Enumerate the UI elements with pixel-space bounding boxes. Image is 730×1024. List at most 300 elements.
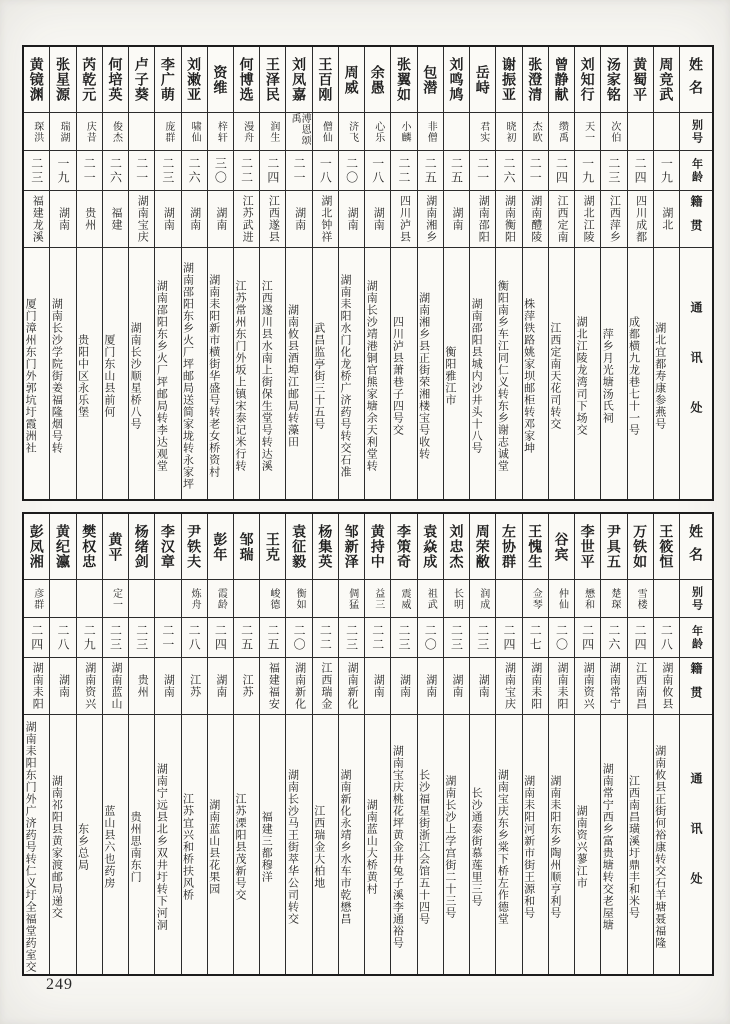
person-alias-cell [260,579,285,617]
person-alias: 天一 [582,120,594,143]
person-name-cell [208,514,233,579]
person-native-cell [654,657,679,714]
person-alias-cell [24,112,49,150]
person-native: 湖南 [451,207,463,231]
person-alias-cell [208,579,233,617]
person-column [390,514,416,974]
person-column [181,47,207,499]
person-native-cell [155,657,180,714]
person-age: 二八 [55,623,70,652]
person-native: 湖南湘乡 [424,195,437,243]
person-age: 二二 [397,156,412,185]
person-alias-cell [470,112,495,150]
person-column [285,514,311,974]
person-name: 黄平 [107,531,124,562]
person-address: 湖南耒阳东门外广济药号转仁义圩全福堂药室交 [24,721,37,973]
person-alias-cell [155,112,180,150]
person-age-cell [654,617,679,657]
person-age: 二二 [318,623,333,652]
person-native-cell [575,190,600,247]
person-age: 一九 [659,156,674,185]
person-age: 二六 [606,623,621,652]
person-alias: 瑞湖 [57,120,69,143]
person-name-cell [418,47,443,112]
person-alias-cell [523,112,548,150]
person-alias: 倜猛 [346,587,358,610]
person-age-cell [77,150,102,190]
person-age: 二三 [606,156,621,185]
person-alias: 缵禹 [556,120,568,143]
person-name-cell [575,514,600,579]
header-age-cell [680,617,712,657]
person-address-cell [654,247,679,499]
person-age: 二六 [108,156,123,185]
person-age-cell [313,150,338,190]
person-age-cell [313,617,338,657]
person-age-cell [418,150,443,190]
person-age: 二三 [160,156,175,185]
person-alias: 峻德 [267,587,279,610]
person-alias-cell [234,579,259,617]
person-address-cell [418,714,443,974]
person-native: 湖南 [57,674,70,698]
person-native: 湖南蓝山 [109,662,122,710]
person-column [653,514,679,974]
person-age: 二三 [29,156,44,185]
person-column [653,47,679,499]
person-alias: 次伯 [608,120,620,143]
person-age-cell [496,617,521,657]
person-native-cell [129,657,154,714]
person-age: 二四 [29,623,44,652]
person-address-cell [575,247,600,499]
person-age-cell [155,617,180,657]
person-address: 江苏常州东门外坂上镇宋泰记米行转 [234,280,247,472]
person-name-cell [24,514,49,579]
person-age-cell [470,617,495,657]
person-address-cell [391,714,416,974]
person-native: 湖南邵阳 [477,195,490,243]
person-alias: 僧仙 [320,120,332,143]
person-address-cell [549,714,574,974]
person-native-cell [496,190,521,247]
person-column [259,47,285,499]
person-native-cell [418,657,443,714]
person-age: 二五 [423,156,438,185]
person-native: 湖南新化 [293,662,306,710]
person-age: 二一 [292,156,307,185]
person-address: 株萍铁路姚家坝邮柜转邓家坤 [522,298,535,454]
person-address-cell [496,714,521,974]
person-column [76,514,102,974]
person-address-cell [313,247,338,499]
person-address: 贵阳中区永乐堡 [76,334,89,418]
person-name-cell [444,514,469,579]
person-name: 杨绪剑 [133,524,150,569]
person-native-cell [103,190,128,247]
person-age: 二九 [82,623,97,652]
person-native: 湖南 [372,674,385,698]
person-alias: 佥琴 [530,587,542,610]
person-address-cell [234,247,259,499]
person-name: 万铁如 [632,524,649,569]
person-alias-cell [575,579,600,617]
person-native-cell [50,657,75,714]
person-address-cell [654,714,679,974]
person-name-cell [234,47,259,112]
person-alias-cell [391,112,416,150]
person-native: 湖南 [477,674,490,698]
person-name: 刘鸣鸠 [448,57,465,102]
person-column [49,47,75,499]
person-native-cell [260,190,285,247]
person-age-cell [24,617,49,657]
person-name: 左协群 [500,524,517,569]
person-age-cell [234,150,259,190]
header-native-cell [680,657,712,714]
person-column [443,47,469,499]
person-alias-cell [654,579,679,617]
person-native-cell [628,190,653,247]
person-native-cell [470,190,495,247]
person-name-cell [234,514,259,579]
person-address-cell [182,714,207,974]
person-alias-cell [391,579,416,617]
person-alias: 俊杰 [110,120,122,143]
person-age-cell [654,150,679,190]
person-alias: 非僧 [425,120,437,143]
person-address: 湖南耒阳河新市街王源和号 [522,775,535,919]
person-name-cell [129,514,154,579]
person-native: 湖南 [424,674,437,698]
person-name-cell [365,47,390,112]
person-column [285,47,311,499]
person-address: 衡阳南乡车江同仁义转东乡谢志诚堂 [496,280,509,472]
person-address: 湖南宝庆桃花坪黄金井兔子溪李通裕号 [391,745,404,949]
person-alias: 懋和 [582,587,594,610]
person-column [128,47,154,499]
person-address: 江西南昌璜溪圩鼎丰和米号 [627,775,640,919]
person-age: 二一 [528,156,543,185]
person-name-cell [549,47,574,112]
person-name: 李汉章 [159,524,176,569]
person-name: 黄镜渊 [28,57,45,102]
person-native: 湖南耒阳 [529,662,542,710]
person-address-cell [575,714,600,974]
person-age-cell [208,617,233,657]
person-alias-cell [418,579,443,617]
person-age-cell [103,617,128,657]
header-age-cell [680,150,712,190]
person-address: 湖南宝庆东乡棠下桥左作德堂 [496,769,509,925]
directory-table-bottom [22,512,714,976]
person-name-cell [391,514,416,579]
person-name: 尹铁夫 [186,524,203,569]
person-name: 黄纪瀛 [54,524,71,569]
person-age-cell [50,150,75,190]
person-native-cell [496,657,521,714]
person-column [417,47,443,499]
header-native-label: 籍贯 [689,195,703,243]
person-native-cell [24,657,49,714]
person-age-cell [549,617,574,657]
person-age-cell [208,150,233,190]
person-age: 二三 [134,623,149,652]
person-age-cell [339,150,364,190]
person-alias-cell [470,579,495,617]
person-name-cell [339,47,364,112]
person-column [443,514,469,974]
person-address: 四川泸县萧巷子四号交 [391,316,404,436]
person-name: 黄蜀平 [632,57,649,102]
person-native: 福建福安 [267,662,280,710]
person-alias-cell [77,579,102,617]
person-address: 厦门东山县前何 [102,334,115,418]
person-column [600,514,626,974]
page-number: 249 [46,976,73,993]
person-name-cell [628,514,653,579]
person-alias-cell [601,112,626,150]
person-column [312,514,338,974]
person-native-cell [182,657,207,714]
person-age: 三〇 [213,156,228,185]
person-native: 湖南 [188,207,201,231]
person-age-cell [234,617,259,657]
person-address-cell [208,247,233,499]
person-column [338,47,364,499]
person-address-cell [208,714,233,974]
header-age-label: 年龄 [690,624,703,651]
person-alias-cell [103,579,128,617]
header-address-label: 通讯处 [689,772,703,922]
person-alias-cell [496,112,521,150]
person-age: 二四 [265,156,280,185]
person-address-cell [549,247,574,499]
person-native: 湖南攸县 [660,662,673,710]
header-native-label: 籍贯 [689,662,703,710]
person-alias-cell [444,579,469,617]
person-age: 二四 [501,623,516,652]
person-native-cell [260,657,285,714]
person-name-cell [523,47,548,112]
person-address: 湖北宜都寿康参燕号 [653,322,666,430]
person-alias: 润生 [267,120,279,143]
person-native-cell [103,657,128,714]
person-alias: 霞龄 [215,587,227,610]
person-name: 王泽民 [264,57,281,102]
person-age: 二一 [160,623,175,652]
person-native: 江苏 [241,674,254,698]
person-native-cell [601,657,626,714]
person-column [312,47,338,499]
person-age: 二五 [449,156,464,185]
person-address: 湖南湘乡县正街荣湘楼宝号收转 [417,292,430,460]
person-age-cell [418,617,443,657]
person-name-cell [549,514,574,579]
person-column [469,514,495,974]
person-age: 二四 [554,156,569,185]
person-name: 包潜 [422,64,439,95]
person-name: 彭凤湘 [28,524,45,569]
person-address-cell [103,714,128,974]
person-name-cell [470,47,495,112]
person-age: 二四 [633,623,648,652]
person-native-cell [234,190,259,247]
person-column [522,47,548,499]
person-name: 黄持中 [369,524,386,569]
person-alias-cell [339,112,364,150]
person-name: 杨集英 [317,524,334,569]
person-address: 衡阳雅江市 [443,346,456,406]
person-native-cell [628,657,653,714]
person-name-cell [601,47,626,112]
person-name-cell [103,47,128,112]
person-name-cell [470,514,495,579]
person-age: 一九 [55,156,70,185]
person-name-cell [601,514,626,579]
header-alias-label: 别号 [690,118,703,145]
person-native: 湖南宝庆 [503,662,516,710]
person-alias: 震威 [399,587,411,610]
header-alias-cell [680,112,712,150]
person-alias-cell [628,112,653,150]
person-alias-cell [523,579,548,617]
person-alias-cell [182,112,207,150]
person-address-cell [601,714,626,974]
header-name-label: 姓名 [688,56,704,103]
person-column [76,47,102,499]
person-age-cell [365,617,390,657]
person-address: 江西定南天花司转交 [548,322,561,430]
person-age-cell [523,617,548,657]
person-alias: 庆昔 [84,120,96,143]
person-native-cell [601,190,626,247]
person-address-cell [470,714,495,974]
person-alias: 彦群 [31,587,43,610]
person-age-cell [575,617,600,657]
person-address: 东乡总局 [76,823,89,871]
person-age: 一九 [580,156,595,185]
person-age-cell [260,150,285,190]
person-alias-cell [129,579,154,617]
person-native: 贵州 [136,674,149,698]
person-native-cell [523,657,548,714]
person-address: 湖南长沙学院街姜福隆烟号转 [50,298,63,454]
person-age: 二三 [449,623,464,652]
person-name-cell [523,514,548,579]
person-column [390,47,416,499]
person-alias-cell [77,112,102,150]
person-address: 江苏宜兴和桥扶风桥 [181,793,194,901]
person-address: 湖南长沙靖港铜官熊家塘余天利堂转 [365,280,378,472]
person-column [600,47,626,499]
person-name: 周威 [343,64,360,95]
person-native-cell [208,190,233,247]
person-address: 湖南攸县酒埠江邮局转藻田 [286,304,299,448]
person-alias-cell [313,579,338,617]
person-native: 湖南 [214,674,227,698]
person-name: 何培英 [107,57,124,102]
person-address-cell [418,247,443,499]
person-column [24,514,49,974]
person-name: 谷宾 [553,531,570,562]
person-address: 长沙福星街浙江会馆五十四号 [417,769,430,925]
person-address-cell [24,247,49,499]
person-alias: 祖武 [425,587,437,610]
person-column [102,514,128,974]
person-native-cell [313,190,338,247]
person-age: 一八 [318,156,333,185]
person-alias: 梓轩 [215,120,227,143]
person-name: 张翼如 [396,57,413,102]
person-name: 岳峙 [474,64,491,95]
person-alias-cell [182,579,207,617]
person-alias: 溥恩颂禹 [289,113,311,146]
person-name: 张澄清 [527,57,544,102]
person-name-cell [339,514,364,579]
person-age-cell [628,617,653,657]
person-column [24,47,49,499]
person-name-cell [286,47,311,112]
person-address: 湖南长沙上学宫街二十三号 [443,775,456,919]
person-alias: 炼舟 [189,587,201,610]
person-age: 二八 [659,623,674,652]
person-native: 湖北 [660,207,673,231]
person-native: 湖南衡阳 [503,195,516,243]
person-age: 二三 [397,623,412,652]
person-name: 樊权忠 [81,524,98,569]
person-alias-cell [24,579,49,617]
person-native: 湖南宝庆 [136,195,149,243]
person-name-cell [208,47,233,112]
person-native-cell [365,657,390,714]
person-name-cell [365,514,390,579]
person-address: 成都横九龙巷七十一号 [627,316,640,436]
person-age-cell [628,150,653,190]
person-column [233,47,259,499]
person-address: 湖南新化永靖乡水车市乾懋昌 [338,769,351,925]
person-native-cell [391,190,416,247]
person-address-cell [286,247,311,499]
person-address: 湖南宁远县北乡双井圩转下河洞 [155,763,168,931]
person-age-cell [601,150,626,190]
person-name: 刘知行 [579,57,596,102]
person-name: 袁征毅 [291,524,308,569]
header-address-label: 通讯处 [689,301,703,451]
person-alias-cell [365,579,390,617]
person-native-cell [182,190,207,247]
person-address: 湖南耒阳新市横街华盛号转老女桥资村 [207,274,220,478]
person-alias-cell [418,112,443,150]
person-name: 卢子葵 [133,57,150,102]
header-native-cell [680,190,712,247]
person-address: 贵州思南东门 [129,811,142,883]
person-alias-cell [496,579,521,617]
person-name-cell [103,514,128,579]
header-name-label: 姓名 [688,523,704,570]
person-age-cell [549,150,574,190]
person-name-cell [628,47,653,112]
person-alias: 漫舟 [241,120,253,143]
person-address: 武昌监亭街三十五号 [312,322,325,430]
person-address: 湖北江陵龙湾司下场交 [575,316,588,436]
person-address: 萍乡月光塘汤氏祠 [601,328,614,424]
person-name-cell [77,47,102,112]
person-alias-cell [286,112,311,150]
person-native: 湖南 [293,207,306,231]
person-alias-cell [129,112,154,150]
person-address-cell [24,714,49,974]
